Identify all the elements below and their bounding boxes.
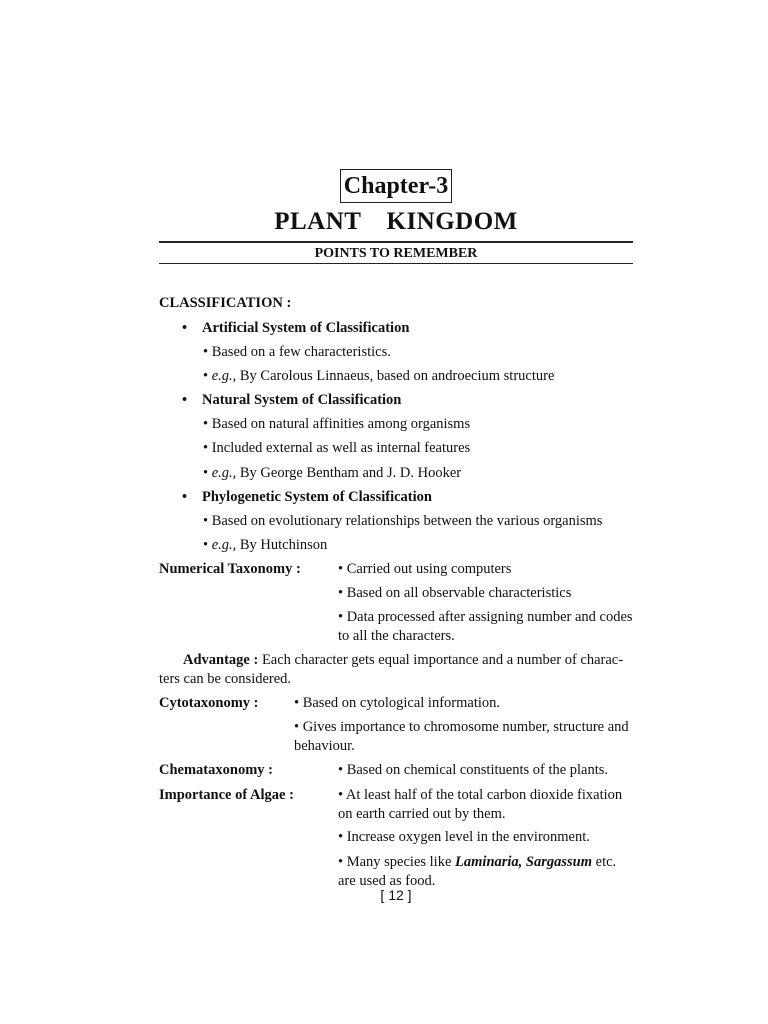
bullet: •	[182, 392, 188, 408]
eg-text: e.g.,	[211, 465, 237, 481]
algae-point-3-end: etc. are used as food.	[338, 854, 617, 889]
algae-point-1: • At least half of the total carbon dioxide fixation on earth carried out by them.	[338, 787, 623, 822]
natural-point-3: • e.g., By George Bentham and J. D. Hooker	[203, 465, 462, 481]
artificial-example: By Carolous Linnaeus, based on androecium structure	[236, 368, 555, 384]
phylogenetic-example: By Hutchinson	[236, 537, 328, 553]
numerical-point-3: • Data processed after assigning number and codes to all the characters.	[338, 609, 633, 644]
natural-system-label: Natural System of Classification	[202, 392, 402, 408]
advantage-label: Advantage :	[183, 652, 259, 668]
phylogenetic-point-2: • e.g., By Hutchinson	[203, 537, 328, 553]
advantage-text: Each character gets equal importance and a number of charac-	[258, 652, 624, 668]
chemataxonomy-label: Chemataxonomy :	[159, 762, 273, 778]
algae-point-2: • Increase oxygen level in the environment.	[338, 829, 590, 845]
cytotaxonomy-label: Cytotaxonomy :	[159, 695, 259, 711]
page-number: [ 12 ]	[380, 887, 412, 903]
algae-species: Laminaria, Sargassum	[455, 854, 593, 870]
bullet: •	[182, 489, 188, 505]
chemo-point-1: • Based on chemical constituents of the plants.	[338, 762, 609, 778]
bullet: •	[182, 320, 188, 336]
section-subheading: POINTS TO REMEMBER	[314, 246, 478, 261]
eg-text: e.g.,	[211, 368, 237, 384]
eg-text: e.g.,	[211, 537, 237, 553]
artificial-system-label: Artificial System of Classification	[202, 320, 410, 336]
chapter-label-wrap	[159, 169, 633, 203]
algae-point-3-start: • Many species like	[338, 854, 456, 870]
advantage-line	[183, 651, 623, 670]
phylogenetic-point-1: • Based on evolutionary relationships between the various organisms	[203, 513, 603, 529]
natural-point-2: • Included external as well as internal features	[203, 440, 471, 456]
top-rule	[159, 241, 633, 243]
natural-system-item	[182, 391, 401, 410]
chapter-label: Chapter-3	[340, 169, 452, 203]
cyto-point-2: • Gives importance to chromosome number, structure and behaviour.	[294, 719, 629, 754]
bottom-rule	[159, 263, 633, 264]
importance-of-algae-label: Importance of Algae :	[159, 787, 294, 803]
algae-point-3	[338, 853, 636, 891]
cyto-point-1: • Based on cytological information.	[294, 695, 501, 711]
artificial-system-item	[182, 319, 409, 338]
artificial-point-1: • Based on a few characteristics.	[203, 344, 391, 360]
chapter-title: PLANT KINGDOM	[274, 208, 518, 235]
numerical-taxonomy-label: Numerical Taxonomy :	[159, 561, 301, 577]
natural-example: By George Bentham and J. D. Hooker	[236, 465, 462, 481]
advantage-text-continued: ters can be considered.	[159, 671, 292, 687]
phylogenetic-system-item	[182, 488, 432, 507]
natural-point-1: • Based on natural affinities among organisms	[203, 416, 471, 432]
artificial-point-2: • e.g., By Carolous Linnaeus, based on androecium structure	[203, 368, 555, 384]
phylogenetic-system-label: Phylogenetic System of Classification	[202, 489, 432, 505]
numerical-point-2: • Based on all observable characteristics	[338, 585, 572, 601]
classification-heading: CLASSIFICATION :	[159, 295, 292, 311]
numerical-point-1: • Carried out using computers	[338, 561, 512, 577]
